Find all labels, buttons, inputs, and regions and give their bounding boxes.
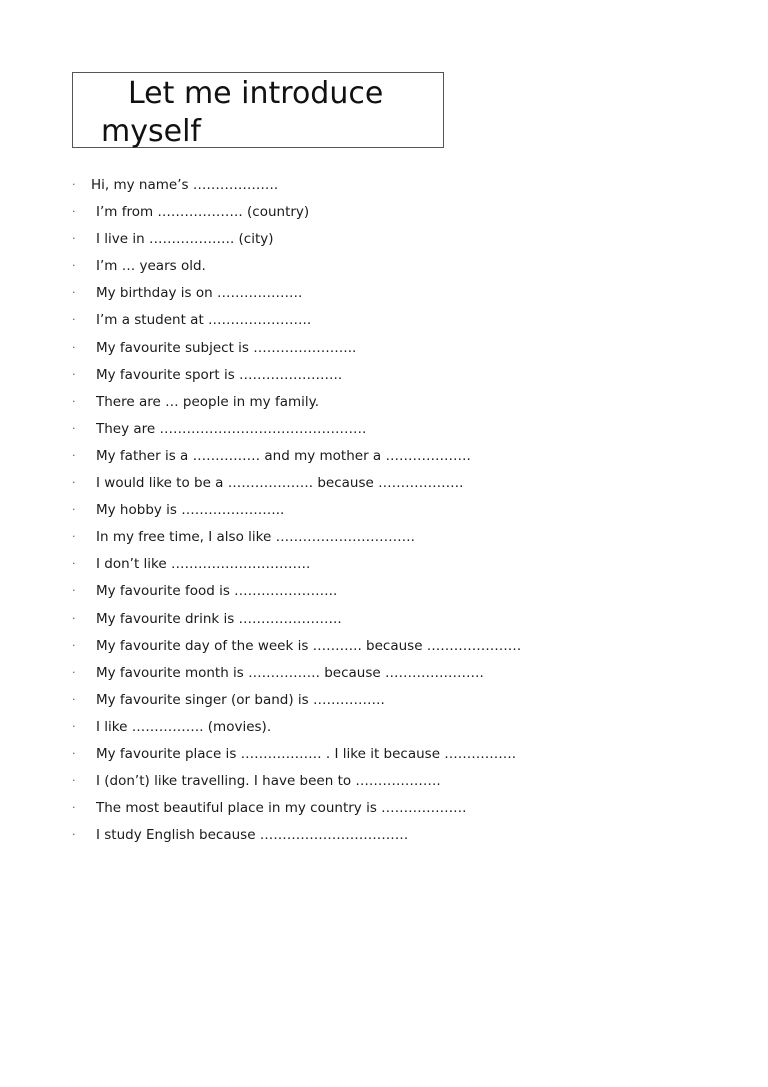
item-text: My birthday is on ………………. [96,285,303,302]
bullet-icon: · [72,476,76,490]
bullet-icon: · [72,530,76,544]
item-text: I would like to be a ………………. because ………………. [96,475,464,492]
item-text: My favourite drink is ………………….. [96,610,342,627]
item-text: My favourite food is ………………….. [96,583,338,600]
bullet-icon: · [72,692,76,706]
item-text: My favourite sport is ………………….. [96,366,343,383]
item-text: My favourite day of the week is ……….. because ………………… [96,637,522,654]
item-text: I live in ………………. (city) [96,231,274,248]
item-text: There are … people in my family. [96,393,319,410]
bullet-icon: · [72,313,76,327]
item-text: I’m a student at ………………….. [96,312,312,329]
item-text: I study English because …………………………… [96,827,409,844]
bullet-icon: · [72,448,76,462]
item-text: I’m … years old. [96,258,206,275]
item-text: Hi, my name’s ………………. [91,177,279,193]
bullet-icon: · [72,828,76,842]
bullet-icon: · [72,665,76,679]
bullet-icon: · [72,205,76,219]
item-text: My favourite month is ……………. because …………………. [96,664,484,681]
bullet-icon: · [72,611,76,625]
bullet-icon: · [72,774,76,788]
bullet-icon: · [72,746,76,760]
item-text: My favourite subject is ………………….. [96,339,357,356]
bullet-icon: · [72,503,76,517]
bullet-icon: · [72,638,76,652]
title-box [72,72,444,148]
bullet-icon: · [72,259,76,273]
item-text: They are ………………………………………. [96,420,367,437]
bullet-icon: · [72,178,76,191]
bullet-icon: · [72,557,76,571]
item-text: The most beautiful place in my country is ………………. [96,800,467,817]
bullet-icon: · [72,394,76,408]
bullet-icon: · [72,584,76,598]
item-text: I’m from ………………. (country) [96,204,310,221]
bullet-icon: · [72,340,76,354]
item-text: My favourite place is ……………… . I like it because ……………. [96,745,517,762]
bullet-icon: · [72,367,76,381]
item-text: My favourite singer (or band) is ……………. [96,691,385,708]
bullet-icon: · [72,719,76,733]
bullet-icon: · [72,801,76,815]
bullet-icon: · [72,286,76,300]
bullet-icon: · [72,232,76,246]
title-line-1: Let me introduce [128,76,384,111]
title-line-2: myself [101,114,201,149]
item-text: I don’t like …………………………. [96,556,311,573]
item-text: My father is a …………… and my mother a ………………. [96,447,471,464]
item-text: I like ……………. (movies). [96,718,272,735]
item-text: My hobby is ………………….. [96,502,285,519]
item-text: I (don’t) like travelling. I have been to ………………. [96,773,441,790]
item-text: In my free time, I also like …………………………. [96,529,415,546]
bullet-icon: · [72,421,76,435]
